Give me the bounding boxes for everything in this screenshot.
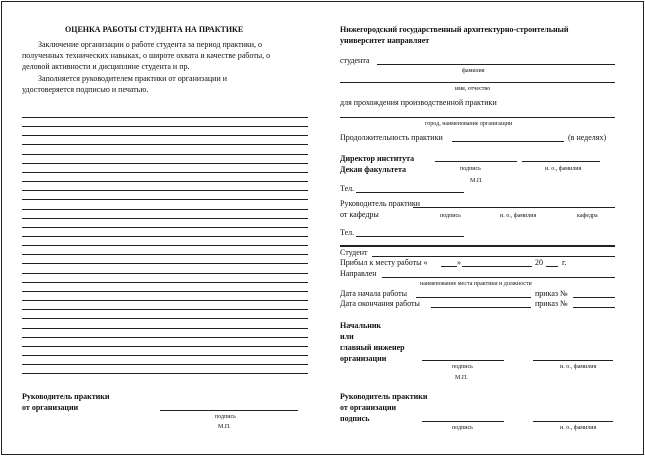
org-supervisor-line-1: Руководитель практики xyxy=(340,392,428,401)
org-supervisor-line-3: подпись xyxy=(340,414,370,423)
caption-initials-1: и. о., фамилия xyxy=(545,166,582,172)
caption-department: кафедра xyxy=(577,213,598,219)
start-label: Дата начала работы xyxy=(340,289,408,298)
caption-initials-2: и. о., фамилия xyxy=(500,213,537,219)
caption-signature-3: подпись xyxy=(452,364,473,370)
end-date-line[interactable] xyxy=(431,307,531,308)
start-order-line[interactable] xyxy=(573,297,615,298)
student-label: студента xyxy=(340,56,370,65)
evaluation-title: ОЦЕНКА РАБОТЫ СТУДЕНТА НА ПРАКТИКЕ xyxy=(65,25,244,34)
caption-position: наименование места практики и должности xyxy=(420,281,532,287)
evaluation-line[interactable] xyxy=(22,346,308,347)
evaluation-line[interactable] xyxy=(22,318,308,319)
caption-surname: фамилия xyxy=(462,68,485,74)
arrived-year-line[interactable] xyxy=(546,266,558,267)
evaluation-line[interactable] xyxy=(22,263,308,264)
arrived-year-unit: г. xyxy=(562,258,567,267)
caption-initials-3: и. о., фамилия xyxy=(560,364,597,370)
supervisor-signature-line[interactable] xyxy=(160,410,298,411)
chief-initials-line[interactable] xyxy=(533,360,613,361)
student-surname-line[interactable] xyxy=(377,64,615,65)
evaluation-line[interactable] xyxy=(22,337,308,338)
phone-line-2[interactable] xyxy=(356,236,464,237)
org-supervisor-line-2: от организации xyxy=(340,403,397,412)
evaluation-line[interactable] xyxy=(22,209,308,210)
caption-initials-4: и. о., фамилия xyxy=(560,425,597,431)
practice-head-label-1: Руководитель практики xyxy=(340,199,421,208)
evaluation-line[interactable] xyxy=(22,273,308,274)
evaluation-line[interactable] xyxy=(22,309,308,310)
chief-signature-line[interactable] xyxy=(422,360,504,361)
evaluation-line[interactable] xyxy=(22,172,308,173)
evaluation-line[interactable] xyxy=(22,135,308,136)
section-divider xyxy=(340,245,615,247)
org-supervisor-initials-line[interactable] xyxy=(533,421,613,422)
student-row-label: Студент xyxy=(340,248,368,257)
evaluation-line[interactable] xyxy=(22,364,308,365)
evaluation-line[interactable] xyxy=(22,117,308,118)
intro-line-1: Заключение организации о работе студента за период практики, о xyxy=(38,40,263,49)
intro-line-3: деловой активности и дисциплине студента и пр. xyxy=(22,62,190,71)
fill-note-line-2: удостоверяется подписью и печатью. xyxy=(22,85,149,94)
duration-unit: (в неделях) xyxy=(568,133,607,142)
end-order-label: приказ № xyxy=(535,299,568,308)
evaluation-line[interactable] xyxy=(22,126,308,127)
supervisor-label-1: Руководитель практики xyxy=(22,392,110,401)
evaluation-line[interactable] xyxy=(22,245,308,246)
practice-head-line[interactable] xyxy=(413,207,615,208)
org-line[interactable] xyxy=(340,117,615,118)
start-date-line[interactable] xyxy=(416,297,531,298)
intro-line-2: полученных технических навыках, о широте охвата и качестве работы, о xyxy=(22,51,271,60)
end-order-line[interactable] xyxy=(573,307,615,308)
caption-signature: подпись xyxy=(215,414,236,420)
director-signature-line[interactable] xyxy=(435,161,517,162)
evaluation-line[interactable] xyxy=(22,355,308,356)
arrived-label: Прибыл к месту работы « xyxy=(340,258,428,267)
university-line-1: Нижегородский государственный архитектурно-строительный xyxy=(340,25,569,34)
arrived-year: 20 xyxy=(535,258,543,267)
arrived-day-line[interactable] xyxy=(441,266,457,267)
caption-signature-1: подпись xyxy=(460,166,481,172)
evaluation-line[interactable] xyxy=(22,300,308,301)
evaluation-line[interactable] xyxy=(22,291,308,292)
phone-label-1: Тел. xyxy=(340,184,355,193)
evaluation-line[interactable] xyxy=(22,163,308,164)
duration-label: Продолжительность практики xyxy=(340,133,443,142)
chief-line-2: или xyxy=(340,332,354,341)
org-supervisor-signature-line[interactable] xyxy=(422,421,504,422)
purpose-label: для прохождения производственной практики xyxy=(340,98,497,107)
director-initials-line[interactable] xyxy=(522,161,600,162)
caption-stamp-1: М.П. xyxy=(470,178,483,184)
assigned-line[interactable] xyxy=(382,277,615,278)
evaluation-line[interactable] xyxy=(22,328,308,329)
supervisor-label-2: от организации xyxy=(22,403,79,412)
assigned-label: Направлен xyxy=(340,269,377,278)
evaluation-line[interactable] xyxy=(22,144,308,145)
chief-line-3: главный инженер xyxy=(340,343,405,352)
phone-label-2: Тел. xyxy=(340,228,355,237)
fill-note-line-1: Заполняется руководителем практики от организации и xyxy=(38,74,228,83)
evaluation-line[interactable] xyxy=(22,227,308,228)
evaluation-line[interactable] xyxy=(22,218,308,219)
evaluation-line[interactable] xyxy=(22,181,308,182)
evaluation-line[interactable] xyxy=(22,236,308,237)
caption-signature-4: подпись xyxy=(452,425,473,431)
evaluation-line[interactable] xyxy=(22,154,308,155)
caption-stamp-3: М.П. xyxy=(455,375,468,381)
end-label: Дата окончания работы xyxy=(340,299,420,308)
university-line-2: университет направляет xyxy=(340,36,430,45)
practice-head-label-2: от кафедры xyxy=(340,210,379,219)
student-row-line[interactable] xyxy=(372,256,615,257)
start-order-label: приказ № xyxy=(535,289,568,298)
evaluation-line[interactable] xyxy=(22,199,308,200)
caption-signature-2: подпись xyxy=(440,213,461,219)
evaluation-line[interactable] xyxy=(22,373,308,374)
evaluation-line[interactable] xyxy=(22,254,308,255)
arrived-quote-close: » xyxy=(457,258,461,267)
dean-label: Декан факультета xyxy=(340,165,407,174)
phone-line-1[interactable] xyxy=(356,192,464,193)
evaluation-line[interactable] xyxy=(22,190,308,191)
duration-line[interactable] xyxy=(452,141,564,142)
caption-stamp: М.П. xyxy=(218,424,231,430)
director-label: Директор института xyxy=(340,154,415,163)
student-name-line[interactable] xyxy=(340,82,615,83)
caption-name: имя, отчество xyxy=(455,86,491,92)
caption-city-org: город, наименование организации xyxy=(425,121,513,127)
chief-line-4: организации xyxy=(340,354,387,363)
chief-line-1: Начальник xyxy=(340,321,382,330)
evaluation-line[interactable] xyxy=(22,282,308,283)
arrived-month-line[interactable] xyxy=(462,266,532,267)
